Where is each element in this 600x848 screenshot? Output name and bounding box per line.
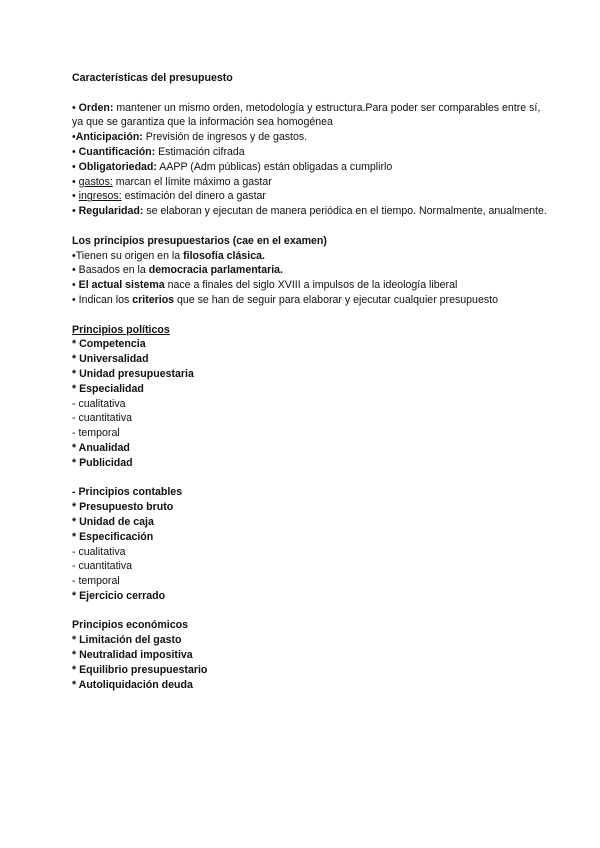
list-item-gastos: • gastos: marcan el límite máximo a gastar	[72, 175, 272, 188]
list-item-principio: • Indican los criterios que se han de seguir para elaborar y ejecutar cualquier presupuesto	[72, 293, 498, 306]
list-item-anticipacion: •Anticipación: Previsión de ingresos y de gastos.	[72, 131, 308, 144]
spacer	[72, 86, 552, 101]
economicos-list	[72, 633, 552, 692]
list-item-orden: • Orden: mantener un mismo orden, metodología y estructura.Para poder ser comparables entre sí, ya que se garantiza que la información sea homogénea	[72, 101, 541, 129]
list-item: - cuantitativa	[72, 560, 133, 573]
section-title-principios: Los principios presupuestarios (cae en el examen)	[72, 234, 327, 247]
list-item: * Equilibrio presupuestario	[72, 663, 208, 676]
list-item: * Autoliquidación deuda	[72, 678, 193, 691]
caracteristicas-list	[72, 101, 552, 219]
list-item: * Neutralidad impositiva	[72, 649, 193, 662]
list-item-cuantificacion: • Cuantificación: Estimación cifrada	[72, 145, 245, 158]
list-item: * Competencia	[72, 338, 146, 351]
section-title-contables: - Principios contables	[72, 486, 183, 499]
section-title-caracteristicas: Características del presupuesto	[72, 72, 233, 84]
spacer	[72, 219, 552, 234]
politicos-list	[72, 337, 552, 470]
list-item: * Limitación del gasto	[72, 634, 182, 647]
document-page	[72, 71, 552, 692]
list-item: * Especificación	[72, 530, 154, 543]
list-item-regularidad: • Regularidad: se elaboran y ejecutan de manera periódica en el tiempo. Normalmente, anualmente.	[72, 205, 547, 218]
list-item-principio: • El actual sistema nace a finales del siglo XVIII a impulsos de la ideología liberal	[72, 279, 458, 292]
list-item: - temporal	[72, 575, 120, 588]
principios-list	[72, 249, 552, 308]
spacer	[72, 471, 552, 486]
list-item: * Universalidad	[72, 353, 149, 366]
list-item: - temporal	[72, 427, 120, 440]
list-item: * Especialidad	[72, 382, 144, 395]
spacer	[72, 308, 552, 323]
section-title-politicos: Principios políticos	[72, 323, 170, 336]
list-item: * Anualidad	[72, 441, 130, 454]
list-item: - cualitativa	[72, 545, 126, 558]
list-item: - cuantitativa	[72, 412, 133, 425]
list-item: * Presupuesto bruto	[72, 501, 174, 514]
list-item-principio: •Tienen su origen en la filosofía clásica.	[72, 249, 265, 262]
list-item: - cualitativa	[72, 397, 126, 410]
list-item-ingresos: • ingresos: estimación del dinero a gastar	[72, 190, 266, 203]
list-item-principio: • Basados en la democracia parlamentaria.	[72, 264, 284, 277]
contables-list	[72, 500, 552, 604]
section-title-economicos: Principios económicos	[72, 619, 188, 632]
list-item: * Unidad de caja	[72, 515, 154, 528]
list-item-obligatoriedad: • Obligatoriedad: AAPP (Adm públicas) están obligadas a cumplirlo	[72, 160, 393, 173]
list-item: * Ejercicio cerrado	[72, 589, 166, 602]
spacer	[72, 604, 552, 619]
list-item: * Unidad presupuestaria	[72, 367, 194, 380]
list-item: * Publicidad	[72, 456, 133, 469]
